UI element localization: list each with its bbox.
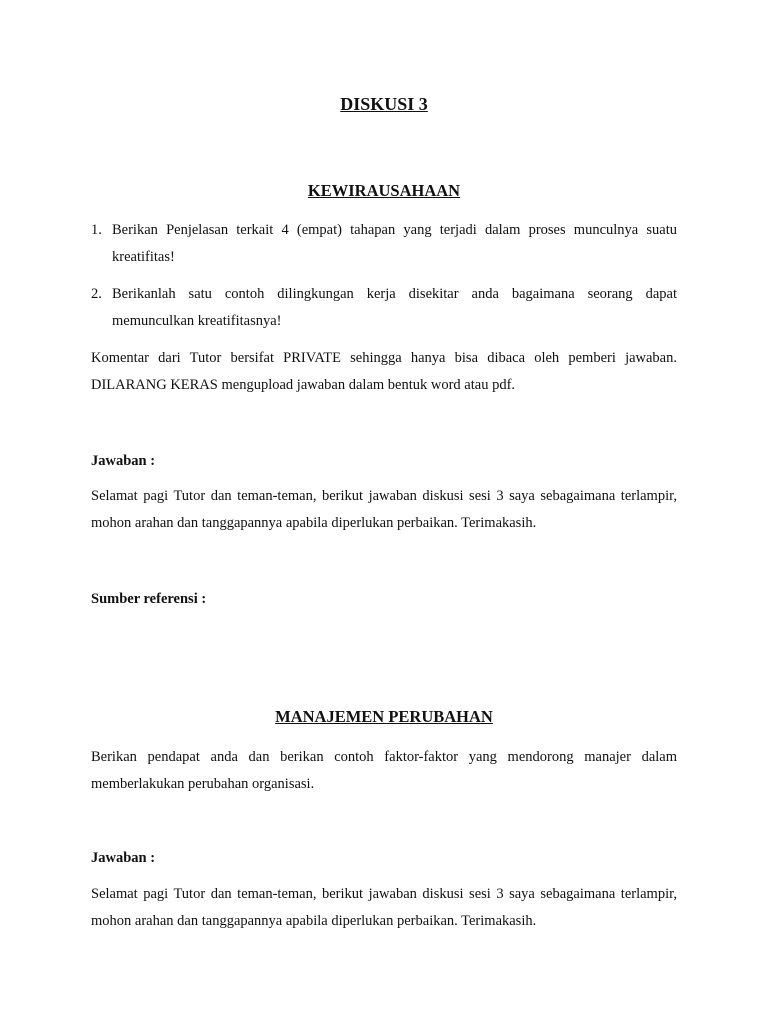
question-text: Berikan pendapat anda dan berikan contoh faktor-faktor yang mendorong manajer dalam memberlakukan perubahan organisasi. [91, 749, 677, 792]
document-title: DISKUSI 3 [340, 94, 428, 114]
question-item-1 [91, 217, 677, 271]
question-text: Berikanlah satu contoh dilingkungan kerja disekitar anda bagaimana seorang dapat memunculkan kreatifitasnya! [112, 286, 677, 329]
reference-label: Sumber referensi : [91, 591, 207, 607]
question-text: Berikan Penjelasan terkait 4 (empat) tahapan yang terjadi dalam proses munculnya suatu kreatifitas! [112, 222, 677, 265]
tutor-note: Komentar dari Tutor bersifat PRIVATE sehingga hanya bisa dibaca oleh pemberi jawaban. DILARANG KERAS mengupload jawaban dalam bentuk word atau pdf. [91, 350, 677, 393]
question-number: 1. [91, 222, 102, 238]
section-heading-kewirausahaan: KEWIRAUSAHAAN [307, 181, 461, 200]
question-number: 2. [91, 286, 102, 302]
answer-text: Selamat pagi Tutor dan teman-teman, berikut jawaban diskusi sesi 3 saya sebagaimana terlampir, mohon arahan dan tanggapannya apabila diperlukan perbaikan. Terimakasih. [91, 886, 677, 929]
answer-text: Selamat pagi Tutor dan teman-teman, berikut jawaban diskusi sesi 3 saya sebagaimana terlampir, mohon arahan dan tanggapannya apabila diperlukan perbaikan. Terimakasih. [91, 488, 677, 531]
question-item-2 [91, 281, 677, 335]
section-heading-manajemen-perubahan: MANAJEMEN PERUBAHAN [275, 707, 493, 726]
answer-label: Jawaban : [91, 453, 156, 469]
answer-label: Jawaban : [91, 850, 156, 866]
